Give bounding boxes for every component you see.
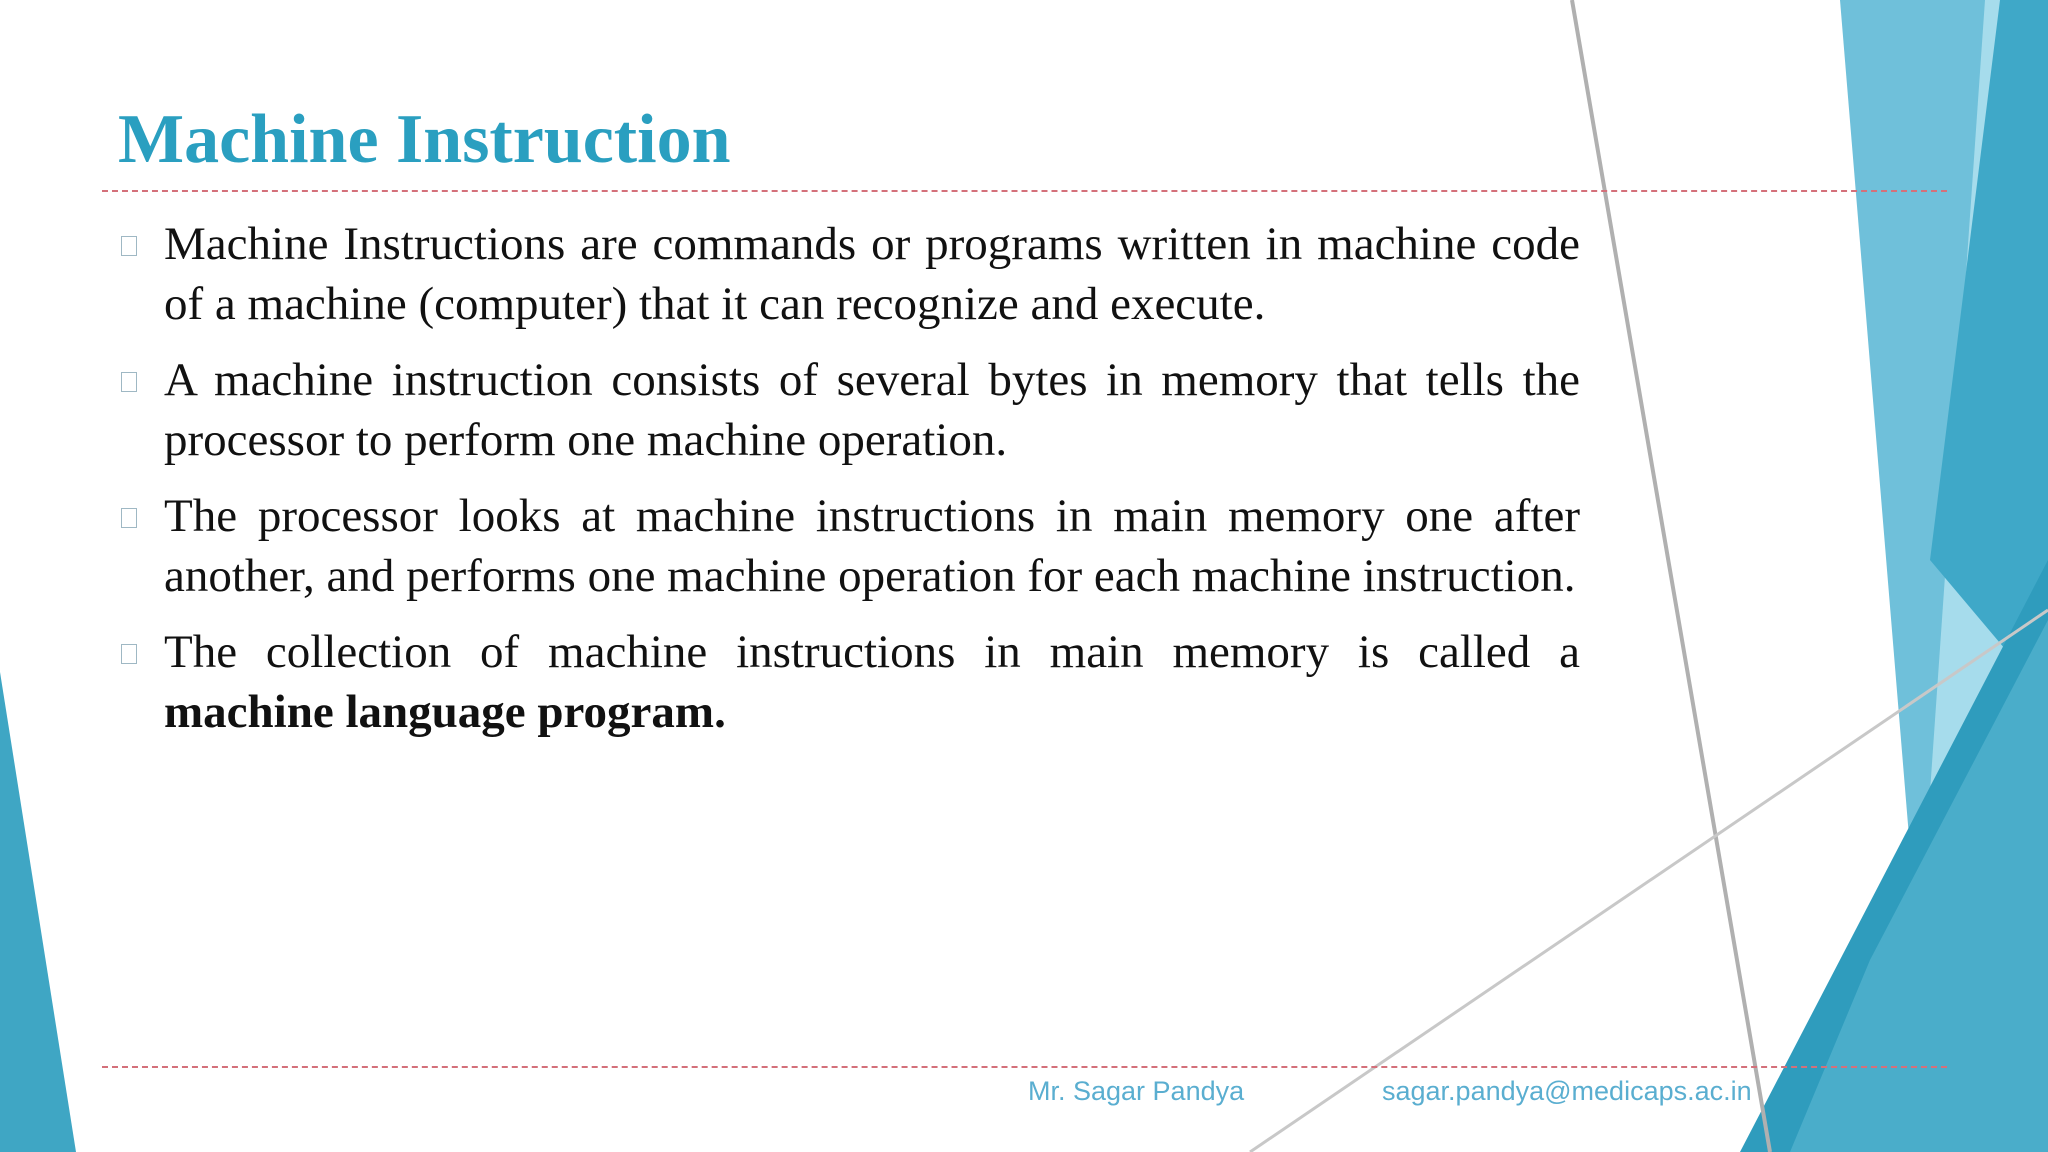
bullet-list bbox=[118, 214, 1580, 758]
bullet-item-3 bbox=[118, 486, 1580, 606]
footer-author: Mr. Sagar Pandya bbox=[1028, 1076, 1245, 1106]
footer-email: sagar.pandya@medicaps.ac.in bbox=[1382, 1076, 1752, 1106]
footer-divider bbox=[102, 1066, 1947, 1068]
grey-diagonal-line bbox=[1572, 0, 1770, 1152]
bullet-text: A machine instruction consists of several bytes in memory that tells the processor to perform one machine operation. bbox=[164, 354, 1580, 466]
square-bullet-icon bbox=[121, 236, 137, 256]
bullet-text: Machine Instructions are commands or programs written in machine code of a machine (computer) that it can recognize and execute. bbox=[164, 218, 1580, 330]
square-bullet-icon bbox=[121, 644, 137, 664]
slide-title: Machine Instruction bbox=[118, 101, 731, 178]
square-bullet-icon bbox=[121, 372, 137, 392]
bullet-item-2 bbox=[118, 350, 1580, 470]
bullet-bold-term: machine language program. bbox=[164, 686, 726, 738]
bullet-text: The processor looks at machine instructions in main memory one after another, and performs one machine operation for each machine instruction. bbox=[164, 490, 1580, 602]
square-bullet-icon bbox=[121, 508, 137, 528]
title-divider bbox=[102, 190, 1947, 192]
bullet-item-1 bbox=[118, 214, 1580, 334]
bullet-item-4 bbox=[118, 622, 1580, 742]
bullet-text-prefix: The collection of machine instructions in main memory is called a bbox=[164, 626, 1580, 678]
left-teal-wedge bbox=[0, 672, 76, 1152]
